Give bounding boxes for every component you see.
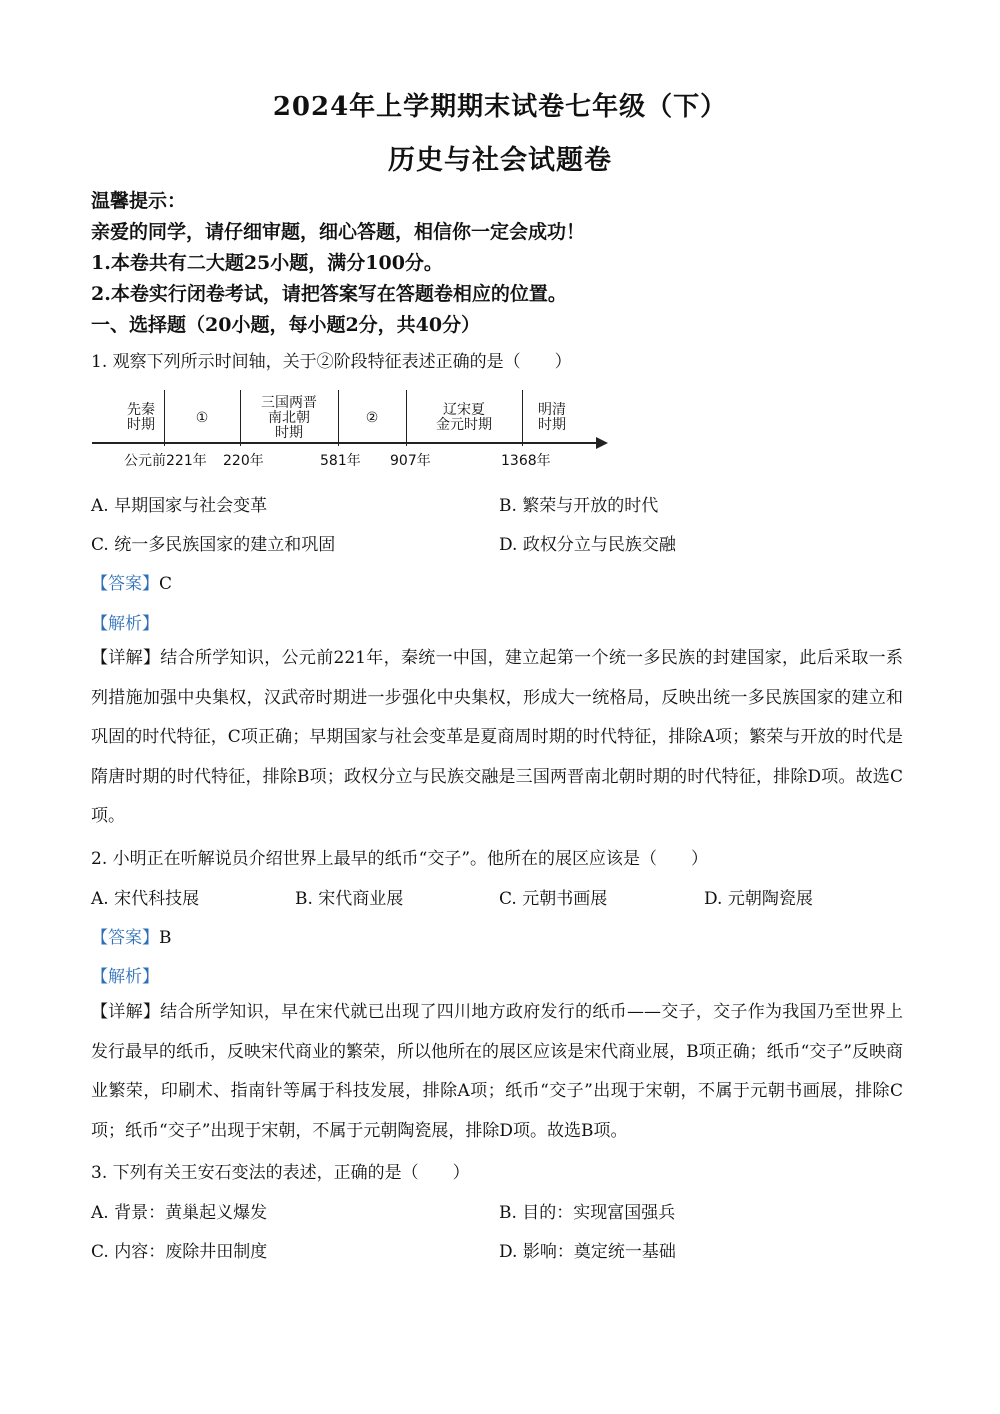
option-c: C. 内容：废除井田制度 — [91, 1242, 268, 1262]
answer-tag: 【答案】 — [91, 928, 159, 948]
notice-line: 2.本卷实行闭卷考试，请把答案写在答题卷相应的位置。 — [91, 283, 567, 305]
question-stem: 2. 小明正在听解说员介绍世界上最早的纸币“交子”。他所在的展区应该是（ ） — [91, 849, 709, 869]
question-stem: 3. 下列有关王安石变法的表述，正确的是（ ） — [91, 1163, 470, 1183]
answer-value: B — [159, 928, 172, 948]
exam-subtitle: 历史与社会试题卷 — [388, 145, 612, 176]
option-d: D. 政权分立与民族交融 — [499, 535, 676, 555]
timeline-axis — [92, 442, 600, 444]
timeline-segment: 先秦 时期 — [127, 402, 155, 433]
notice-line: 1.本卷共有二大题25小题，满分100分。 — [91, 252, 443, 274]
notice-line: 亲爱的同学，请仔细审题，细心答题，相信你一定会成功！ — [91, 221, 586, 243]
timeline-year: 220年 — [223, 453, 264, 469]
detail-text: 结合所学知识，早在宋代就已出现了四川地方政府发行的纸币——交子，交子作为我国乃至世界上发行最早的纸币，反映宋代商业的繁荣，所以他所在的展区应该是宋代商业展，B项正确；纸币“交子”反映商业繁荣，印刷术、指南针等属于科技发展，排除A项；纸币“交子”出现于宋朝，不属于元朝书画展，排除C项；纸币“交子”出现于宋朝，不属于元朝陶瓷展，排除D项。故选B项。 — [91, 1002, 903, 1141]
detail-tag: 【详解】 — [91, 648, 161, 668]
answer-tag: 【答案】 — [91, 574, 159, 594]
timeline-segment: 明清 时期 — [538, 402, 566, 433]
timeline-year: 1368年 — [501, 453, 551, 469]
option-d: D. 影响：奠定统一基础 — [499, 1242, 676, 1262]
timeline-segment: 辽宋夏 金元时期 — [436, 402, 492, 433]
detail-text: 结合所学知识，公元前221年，秦统一中国，建立起第一个统一多民族的封建国家，此后采取一系列措施加强中央集权，汉武帝时期进一步强化中央集权，形成大一统格局，反映出统一多民族国家的建立和巩固的时代特征，C项正确；早期国家与社会变革是夏商周时期的时代特征，排除A项；繁荣与开放的时代是隋唐时期的时代特征，排除B项；政权分立与民族交融是三国两晋南北朝时期的时代特征，排除D项。故选C项。 — [91, 648, 903, 826]
option-b: B. 繁荣与开放的时代 — [499, 496, 659, 516]
arrow-right-icon — [596, 437, 608, 449]
timeline-segment: 三国两晋 南北朝 时期 — [261, 394, 317, 441]
answer-line — [91, 923, 172, 948]
option-c: C. 元朝书画展 — [499, 889, 608, 909]
analysis-tag: 【解析】 — [91, 967, 159, 987]
notice-heading: 温馨提示： — [91, 190, 187, 212]
option-a: A. 早期国家与社会变革 — [91, 496, 268, 516]
timeline-segment: ② — [365, 409, 379, 426]
detail-tag: 【详解】 — [91, 1002, 161, 1022]
answer-line — [91, 569, 172, 594]
timeline-figure — [90, 380, 620, 480]
timeline-year: 907年 — [390, 453, 431, 469]
option-c: C. 统一多民族国家的建立和巩固 — [91, 535, 336, 555]
exam-title: 2024年上学期期末试卷七年级（下） — [272, 92, 728, 122]
detail-paragraph — [91, 639, 903, 839]
section-heading: 一、选择题（20小题，每小题2分，共40分） — [91, 314, 481, 336]
timeline-year: 公元前221年 — [124, 453, 207, 469]
option-b: B. 目的：实现富国强兵 — [499, 1203, 676, 1223]
analysis-tag: 【解析】 — [91, 614, 159, 634]
option-a: A. 宋代科技展 — [91, 889, 200, 909]
timeline-segment: ① — [195, 409, 209, 426]
detail-paragraph — [91, 993, 903, 1153]
question-stem: 1. 观察下列所示时间轴，关于②阶段特征表述正确的是（ ） — [91, 352, 572, 372]
option-d: D. 元朝陶瓷展 — [704, 889, 813, 909]
option-b: B. 宋代商业展 — [295, 889, 404, 909]
timeline-year: 581年 — [320, 453, 361, 469]
answer-value: C — [159, 574, 173, 594]
option-a: A. 背景：黄巢起义爆发 — [91, 1203, 268, 1223]
